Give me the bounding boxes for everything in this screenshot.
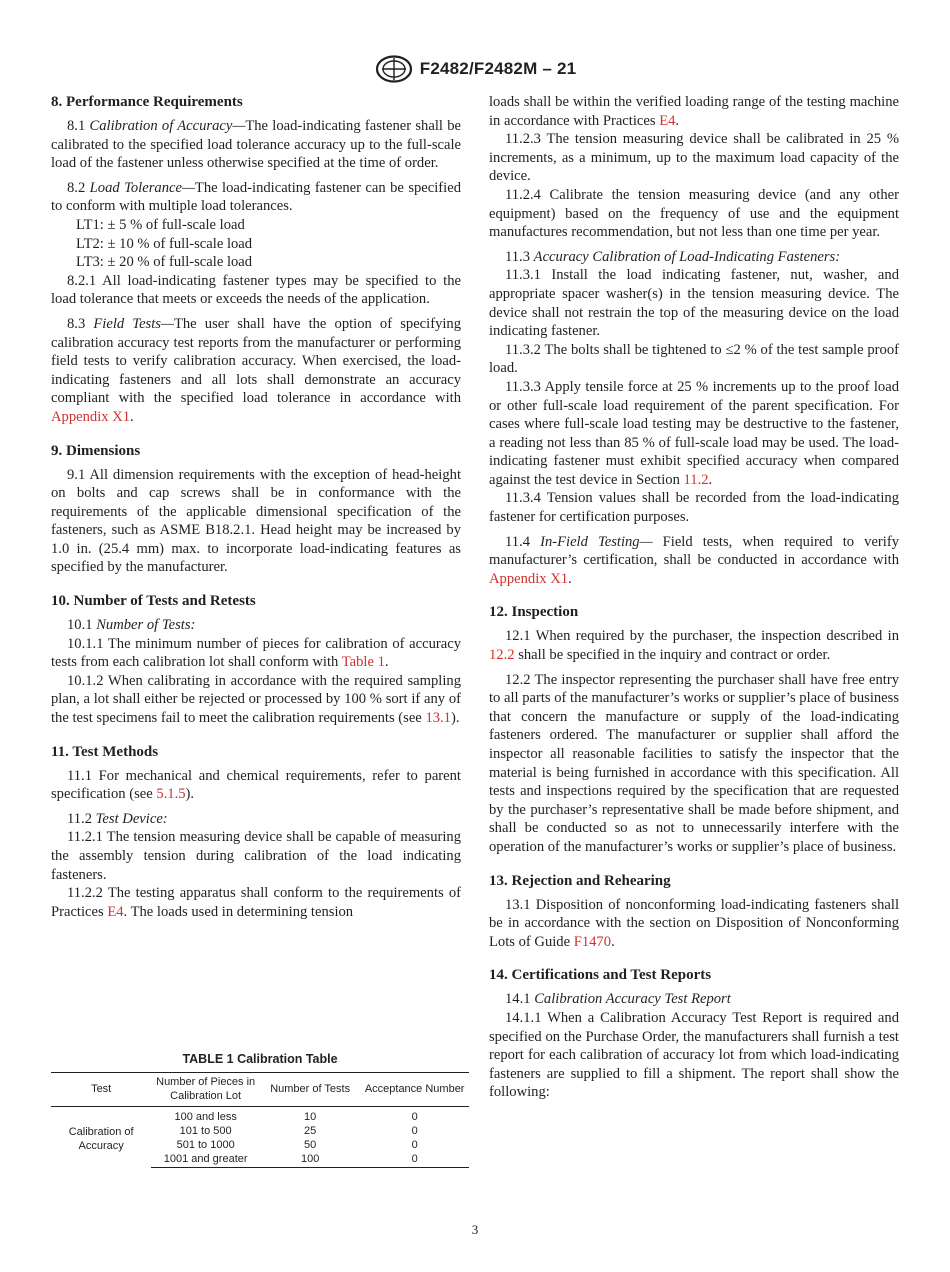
table-cell: 10 <box>304 1111 317 1123</box>
section-9-heading: 9. Dimensions <box>51 442 141 459</box>
left-column <box>51 93 461 921</box>
paragraph-10-1-1: 10.1.1 The minimum number of pieces for calibration of accuracy tests from each calibration lot shall conform with Table 1. <box>51 635 461 671</box>
section-13-heading: 13. Rejection and Rehearing <box>489 872 671 889</box>
table-cell: 100 and less <box>174 1111 237 1123</box>
section-11-2-link[interactable]: 11.2 <box>683 471 709 488</box>
section-13-1-link[interactable]: 13.1 <box>425 710 451 727</box>
table-cell: 1001 and greater <box>151 1152 260 1168</box>
paragraph-11-2-2-continued: loads shall be within the verified loading range of the testing machine in accordance with Practices E4. <box>489 94 899 129</box>
paragraph-11-2: 11.2 Test Device: <box>67 810 168 827</box>
paragraph-11-2-3: 11.2.3 The tension measuring device shall be calibrated in 25 % increments, as a minimum, up to the maximum load capacity of the device. <box>489 131 899 185</box>
table-grid <box>51 1072 469 1168</box>
paragraph-8-1: 8.1 Calibration of Accuracy—The load-indicating fastener shall be calibrated to the specified load tolerance accuracy up to the full-scale load of the fastener unless otherwise specified at the time of order. <box>51 118 461 172</box>
section-12-heading: 12. Inspection <box>489 604 579 621</box>
paragraph-11-2-2: 11.2.2 The testing apparatus shall conform to the requirements of Practices E4. The loads used in determining tension <box>51 885 461 920</box>
table-title: TABLE 1 Calibration Table <box>182 1052 338 1066</box>
header-pieces: Number of Pieces in Calibration Lot <box>151 1073 260 1107</box>
table-cell: 0 <box>360 1152 469 1168</box>
paragraph-11-2-1: 11.2.1 The tension measuring device shall be capable of measuring the assembly tension during calibration of the load indicating fasteners. <box>51 829 461 883</box>
calibration-table <box>51 1052 469 1168</box>
standard-designation: F2482/F2482M – 21 <box>419 59 577 78</box>
practice-e4-link[interactable]: E4 <box>659 112 676 129</box>
paragraph-9-1: 9.1 All dimension requirements with the exception of head-height on bolts and cap screws shall be in conformance with the requirements of the applicable dimensional specification of the fasteners, such as ASME B18.2.1. Head height may be increased by 1.0 in. (25.4 mm) max. to incorporate load-indicating features as specified by the manufacturer. <box>51 466 461 576</box>
paragraph-8-2-1: 8.2.1 All load-indicating fastener types may be specified to the load tolerance that meets or exceeds the needs of the application. <box>51 272 461 308</box>
section-5-1-5-link[interactable]: 5.1.5 <box>156 786 186 803</box>
header-test: Test <box>51 1073 151 1107</box>
load-tolerance-lt1: LT1: ± 5 % of full-scale load <box>76 216 245 233</box>
paragraph-11-3-1: 11.3.1 Install the load indicating fastener, nut, washer, and appropriate spacer washer(s) in the tension measuring device. The device shall not restrain the top of the measuring device on the load indicating fastener. <box>489 267 899 340</box>
paragraph-11-3-4: 11.3.4 Tension values shall be recorded from the load-indicating fastener for certification purposes. <box>489 490 899 526</box>
table-cell: 0 <box>411 1111 418 1123</box>
paragraph-11-3-3: 11.3.3 Apply tensile force at 25 % increments up to the proof load or other full-scale load requirement of the parent specification. For cases where full-scale load testing may be destructive to the fastener, a reading not less than 85 % of full-scale load may be used. The load-indicating fastener must exhibit specified accuracy when compared against the test device in Section 11.2. <box>489 378 899 488</box>
header-number-of-tests: Number of Tests <box>260 1073 360 1107</box>
astm-logo-icon <box>374 54 414 84</box>
paragraph-14-1-1: 14.1.1 When a Calibration Accuracy Test Report is required and specified on the Purchase Order, the manufacturers shall furnish a test report for each calibration of accuracy lot from which load-indicating fasteners are supplied to fill a shipment. The report shall show the following: <box>489 1009 899 1101</box>
section-8-heading: 8. Performance Requirements <box>51 94 243 110</box>
paragraph-12-2: 12.2 The inspector representing the purchaser shall have free entry to all parts of the manufacturer’s works or supplier’s place of business that concern the manufacture or supply of the load-indicating fasteners ordered. The manufacturer or supplier shall afford the inspector all reasonable facilities to satisfy the inspector that the material is being furnished in accordance with this specification. All tests and inspections required by the specification that are requested by the purchaser’s representative shall be made before shipment, and shall be conducted so as not to unnecessarily interfere with the operation of the manufacturer’s works or supplier’s place of business. <box>489 671 900 855</box>
load-tolerance-lt3: LT3: ± 20 % of full-scale load <box>76 254 253 271</box>
paragraph-11-3-2: 11.3.2 The bolts shall be tightened to ≤2 % of the test sample proof load. <box>489 341 899 377</box>
header-acceptance: Acceptance Number <box>360 1073 469 1107</box>
section-11-heading: 11. Test Methods <box>51 743 159 760</box>
practice-e4-link[interactable]: E4 <box>107 903 124 920</box>
table-cell: 101 to 500 <box>179 1125 232 1137</box>
section-10-heading: 10. Number of Tests and Retests <box>51 593 256 610</box>
page-number: 3 <box>471 1222 479 1237</box>
load-tolerance-lt2: LT2: ± 10 % of full-scale load <box>76 235 253 252</box>
paragraph-11-2-4: 11.2.4 Calibrate the tension measuring device (and any other equipment) based on the frequency of use and the equipment manufactures recommendation, but not less than one time per year. <box>489 186 899 241</box>
table-cell: 501 to 1000 <box>176 1139 235 1151</box>
table-cell: 0 <box>411 1125 418 1137</box>
table-cell: 50 <box>304 1139 317 1151</box>
table-cell: 100 <box>260 1152 360 1168</box>
paragraph-8-3: 8.3 Field Tests—The user shall have the option of specifying calibration accuracy test reports from the manufacturer or performing field tests to verify calibration accuracy. When exercised, the load-indicating fasteners and all lots shall demonstrate an accuracy compliant with the specified load tolerance in accordance with Appendix X1. <box>51 315 462 425</box>
paragraph-11-1: 11.1 For mechanical and chemical requirements, refer to parent specification (see 5.1.5). <box>51 767 461 803</box>
paragraph-13-1: 13.1 Disposition of nonconforming load-indicating fasteners shall be in accordance with the section on Disposition of Nonconforming Lots of Guide F1470. <box>489 896 899 950</box>
table-cell: 0 <box>411 1139 418 1151</box>
table-cell: 25 <box>304 1125 317 1137</box>
section-12-2-link[interactable]: 12.2 <box>489 647 515 664</box>
paragraph-10-1: 10.1 Number of Tests: <box>67 617 196 634</box>
paragraph-12-1: 12.1 When required by the purchaser, the inspection described in 12.2 shall be specified in the inquiry and contract or order. <box>489 628 899 664</box>
right-column <box>489 93 899 1102</box>
paragraph-10-1-2: 10.1.2 When calibrating in accordance with the required sampling plan, a lot shall either be rejected or processed by 100 % sort if any of the test specimens fail to meet the calibration requirements (see 13.1). <box>51 672 461 727</box>
paragraph-8-2: 8.2 Load Tolerance—The load-indicating fastener can be specified to conform with multiple load tolerances. <box>51 179 461 215</box>
guide-f1470-link[interactable]: F1470 <box>573 933 612 950</box>
paragraph-11-4: 11.4 In-Field Testing— Field tests, when required to verify manufacturer’s certification, shall be conducted in accordance with Appendix X1. <box>489 533 899 587</box>
paragraph-14-1: 14.1 Calibration Accuracy Test Report <box>505 991 731 1008</box>
page-header <box>0 54 950 84</box>
table-1-link[interactable]: Table 1 <box>341 654 385 671</box>
test-label-cell: Calibration of Accuracy <box>68 1125 134 1152</box>
appendix-x1-link[interactable]: Appendix X1 <box>51 408 131 425</box>
appendix-x1-link[interactable]: Appendix X1 <box>489 570 569 587</box>
table-row <box>51 1107 469 1125</box>
table-header-row <box>51 1073 469 1107</box>
section-14-heading: 14. Certifications and Test Reports <box>489 967 712 984</box>
paragraph-11-3: 11.3 Accuracy Calibration of Load-Indicating Fasteners: <box>505 248 841 265</box>
